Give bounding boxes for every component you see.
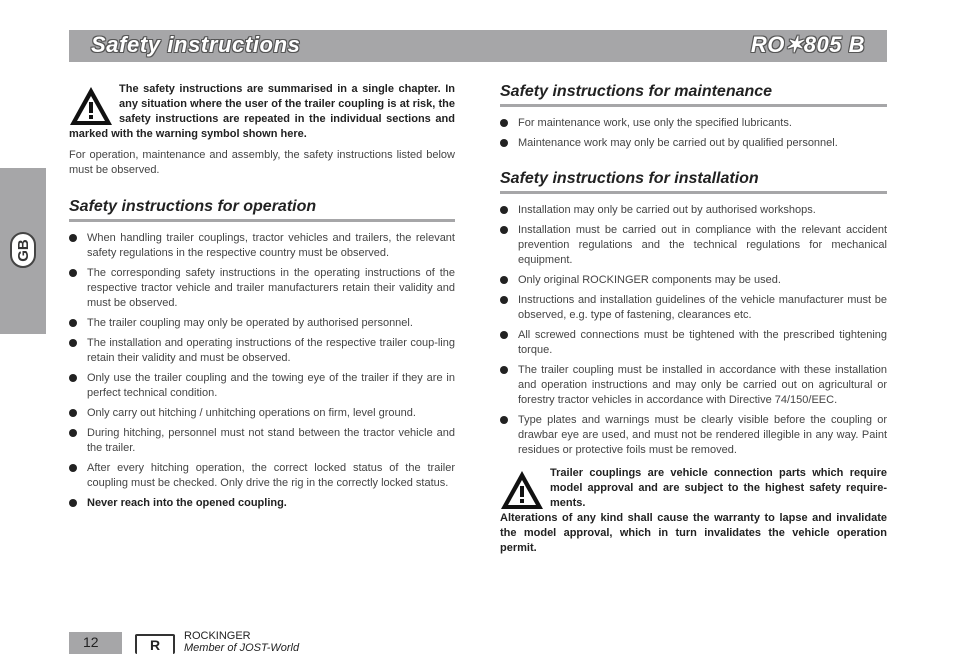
list-item: Only use the trailer coupling and the towing eye of the trailer if they are in perfect technical condition. <box>69 371 455 401</box>
brand-tagline: Member of JOST-World <box>184 642 300 654</box>
brand-name: ROCKINGER <box>184 630 251 642</box>
model-name: RO✶805 B <box>750 32 865 57</box>
warning-triangle-icon <box>69 85 113 127</box>
page-number: 12 <box>69 632 122 654</box>
list-item: Never reach into the opened coupling. <box>69 496 455 511</box>
warning-block <box>500 466 887 556</box>
list-item: After every hitching operation, the correct locked status of the trailer coupling must be checked. Only drive the rig in the correctly locked status. <box>69 461 455 491</box>
list-item: The installation and operating instructions of the respective trailer coup-ling retain their validity and must be observed. <box>69 336 455 366</box>
list-item: Only carry out hitching / unhitching operations on firm, level ground. <box>69 406 455 421</box>
installation-heading: Safety instructions for installation <box>500 169 887 194</box>
list-item: The corresponding safety instructions in the operating instructions of the respective tractor vehicle and trailer manufacturers retain their validity and must be observed. <box>69 266 455 311</box>
language-label: GB <box>14 238 32 262</box>
intro-text: For operation, maintenance and assembly, the safety instructions listed below must be observed. <box>69 149 455 176</box>
rockinger-logo <box>135 634 175 654</box>
language-badge <box>10 232 36 268</box>
list-item: Installation must be carried out in compliance with the relevant accident prevention regulations and the technical regulations for mechanical equipment. <box>500 223 887 268</box>
operation-heading: Safety instructions for operation <box>69 197 455 222</box>
list-item: During hitching, personnel must not stand between the tractor vehicle and the trailer. <box>69 426 455 456</box>
list-item: For maintenance work, use only the specified lubricants. <box>500 116 887 131</box>
list-item: Installation may only be carried out by authorised workshops. <box>500 203 887 218</box>
list-item: The trailer coupling must be installed in accordance with these installation and operation instructions and may only be carried out on agricultural or forestry tractor vehicles in accordance with Directive 74/150/EEC. <box>500 363 887 408</box>
footer-brand <box>184 630 299 654</box>
list-item: All screwed connections must be tightened with the prescribed tightening torque. <box>500 328 887 358</box>
warning-block <box>69 82 455 142</box>
list-item: The trailer coupling may only be operated by authorised personnel. <box>69 316 455 331</box>
logo-letter: R <box>149 637 161 653</box>
warning-text: Trailer couplings are vehicle connection parts which require model approval and are subject to the highest safety require-ments. <box>550 467 887 509</box>
left-column <box>69 82 455 516</box>
operation-list <box>69 231 455 511</box>
page-title: Safety instructions <box>91 32 301 57</box>
maintenance-heading: Safety instructions for maintenance <box>500 82 887 107</box>
list-item: When handling trailer couplings, tractor vehicles and trailers, the relevant safety regulations in the respective country must be observed. <box>69 231 455 261</box>
list-item: Only original ROCKINGER components may be used. <box>500 273 887 288</box>
warning-text: The safety instructions are summarised in a single chapter. In any situation where the user of the trailer coupling is at risk, the safety instructions are repeated in the individual sections and marked with the warning symbol shown here. <box>69 83 455 140</box>
list-item: Maintenance work may only be carried out by qualified personnel. <box>500 136 887 151</box>
right-column <box>500 82 887 556</box>
list-item: Instructions and installation guidelines of the vehicle manufacturer must be observed, e.g. type of fastening, clearances etc. <box>500 293 887 323</box>
header-bar <box>69 30 887 62</box>
warning-extra-text: Alterations of any kind shall cause the warranty to lapse and invalidate the model approval, which in turn invalidates the vehicle operation permit. <box>500 512 887 554</box>
installation-list <box>500 203 887 458</box>
warning-triangle-icon <box>500 469 544 511</box>
maintenance-list <box>500 116 887 151</box>
list-item: Type plates and warnings must be clearly visible before the coupling or drawbar eye are used, and must not be rendered illegible in any way. Paint residues or protective foils must be removed. <box>500 413 887 458</box>
